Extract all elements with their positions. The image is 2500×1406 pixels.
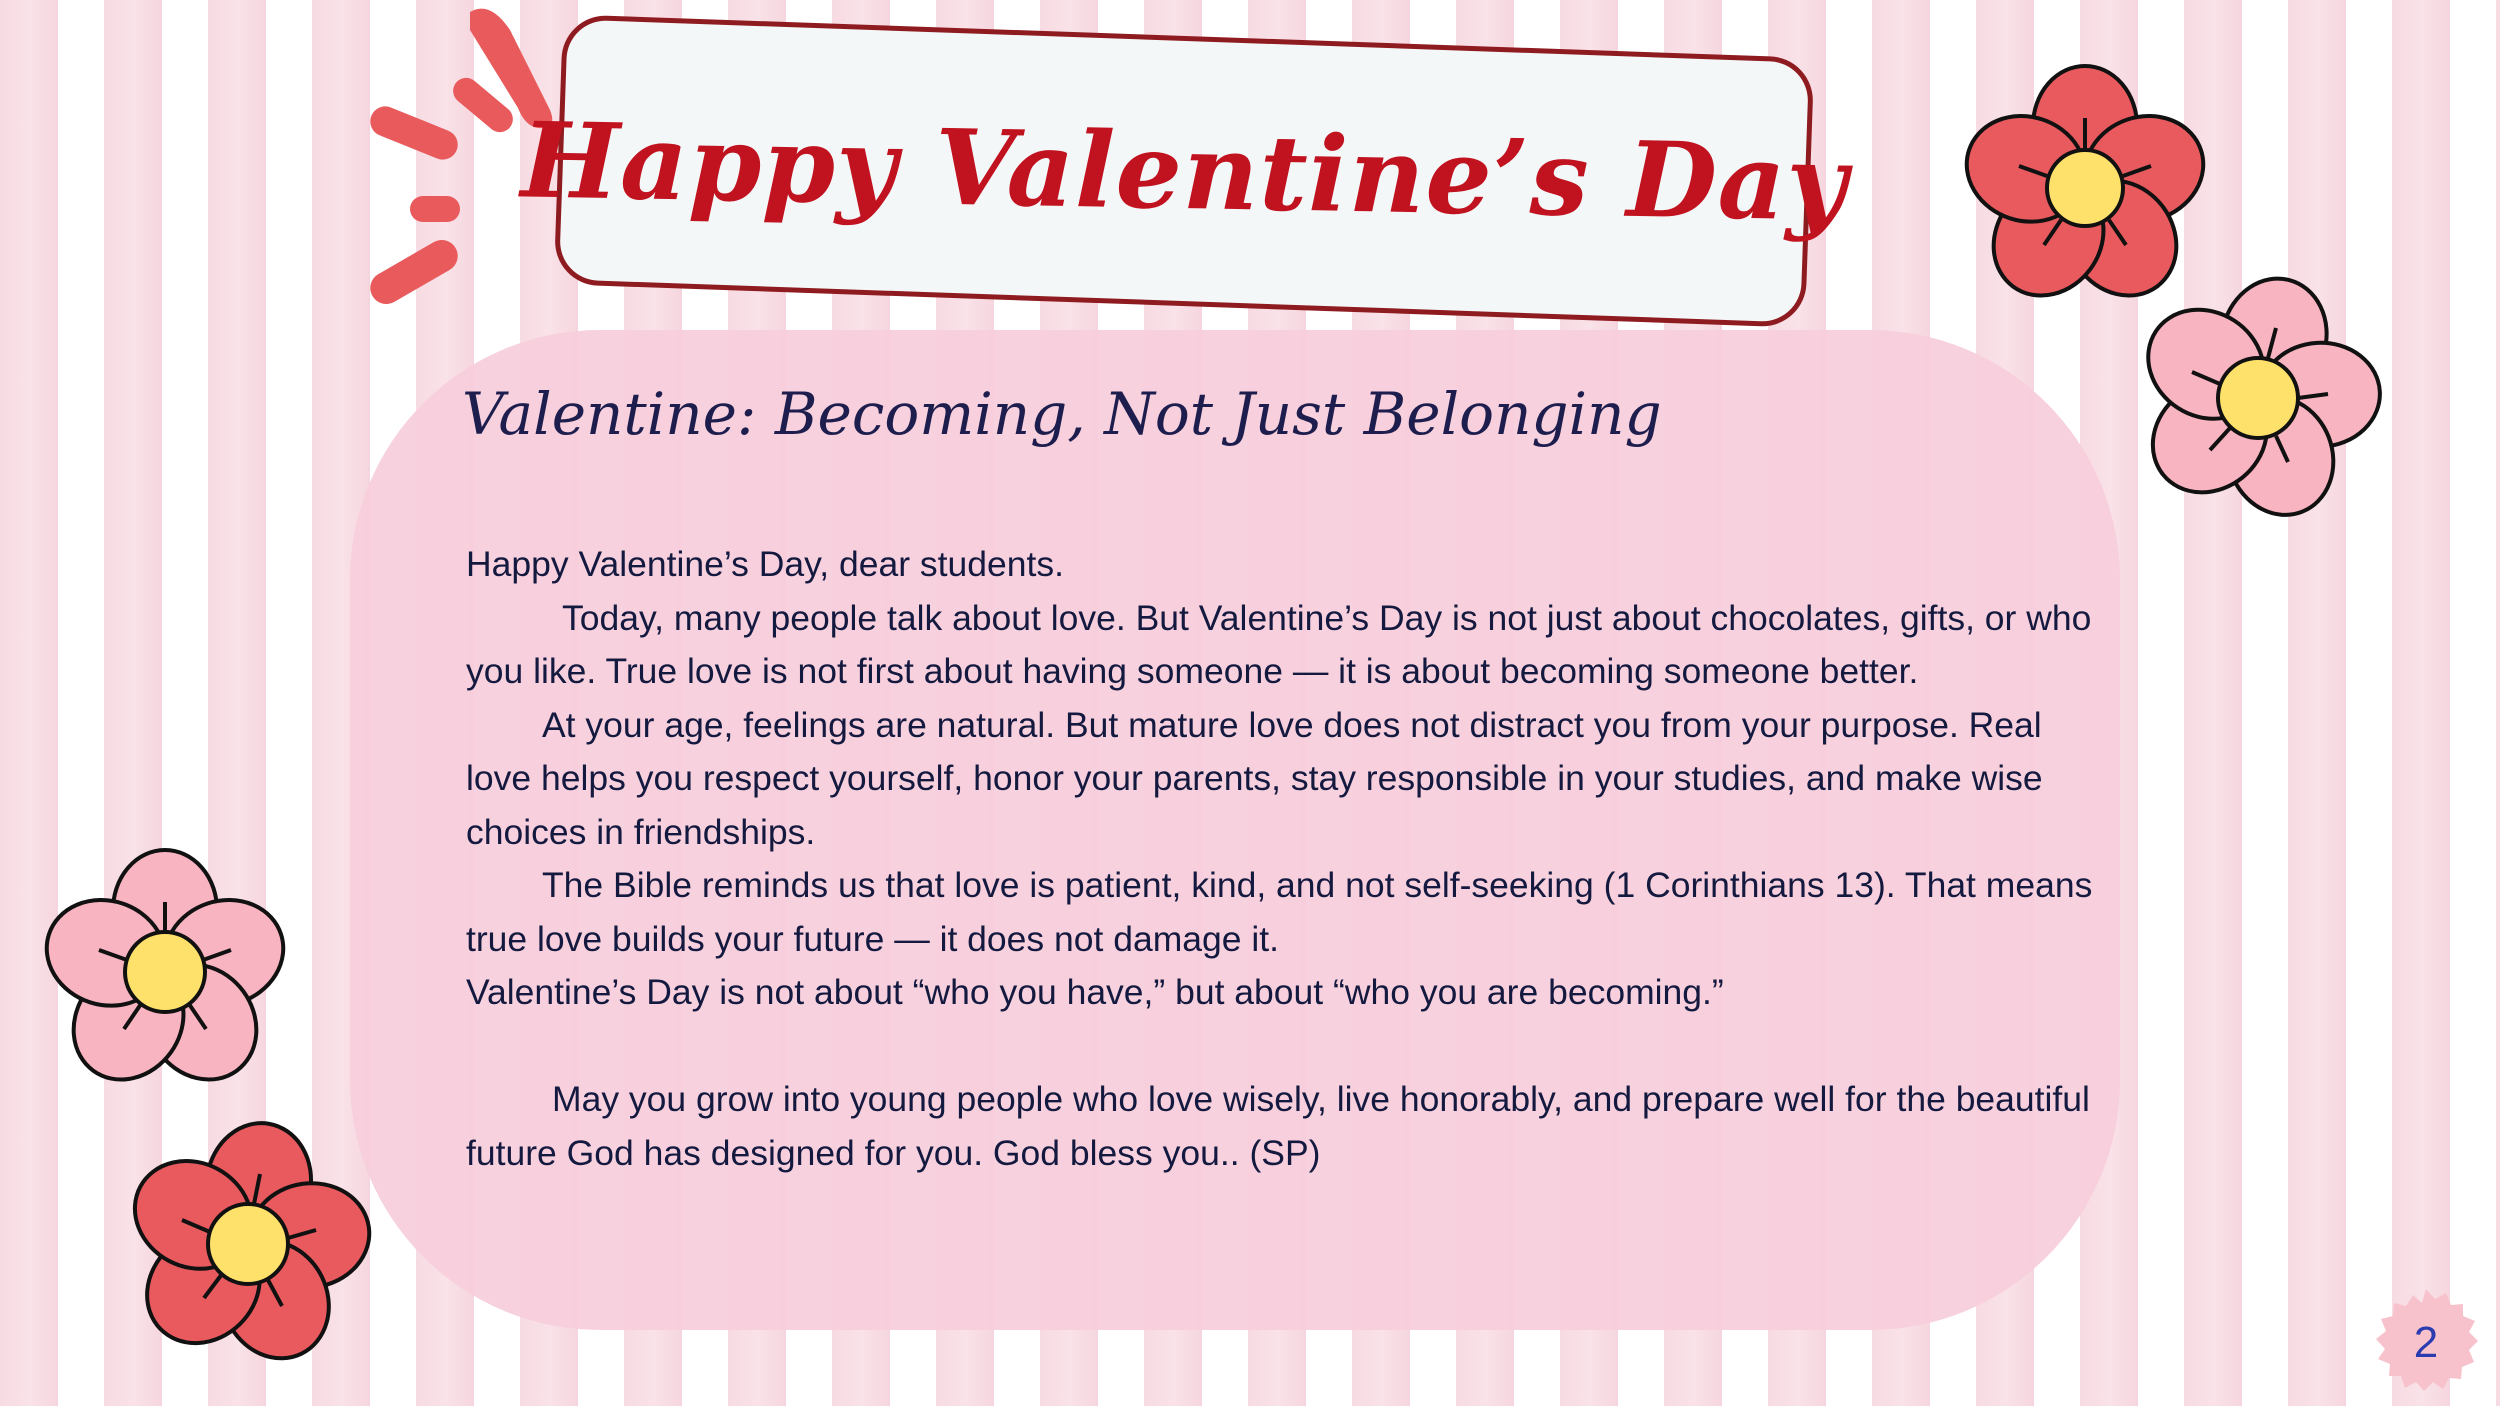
flower-icon [35, 842, 295, 1102]
paragraph-becoming: Valentine’s Day is not about “who you have,” but about “who you are becoming.” [466, 972, 1724, 1012]
paragraph-spacer [466, 1020, 2096, 1074]
paragraph-bible: The Bible reminds us that love is patient, kind, and not self-seeking (1 Corinthians 13). That means true love builds your future — it does not damage it. [466, 865, 2093, 959]
paragraph-blessing: May you grow into young people who love wisely, live honorably, and prepare well for the beautiful future God has designed for you. God bless you.. (SP) [466, 1079, 2090, 1173]
flower-icon [118, 1114, 378, 1374]
title-banner [519, 14, 1849, 328]
message-heading: Valentine: Becoming, Not Just Belonging [462, 380, 1662, 448]
paragraph-greeting: Happy Valentine’s Day, dear students. [466, 544, 1064, 584]
page-number: 2 [2413, 1318, 2439, 1367]
flower-icon [2128, 268, 2388, 528]
message-body [466, 538, 2096, 1180]
page-title: Happy Valentine’s Day [519, 97, 1849, 245]
paragraph-love: Today, many people talk about love. But Valentine’s Day is not just about chocolates, gifts, or who you like. True love is not first about having someone — it is about becoming someone better. [466, 597, 2092, 691]
paragraph-feelings: At your age, feelings are natural. But mature love does not distract you from your purpose. Real love helps you respect yourself, honor your parents, stay responsible in your studies, and make wise choices in friendships. [466, 704, 2043, 852]
